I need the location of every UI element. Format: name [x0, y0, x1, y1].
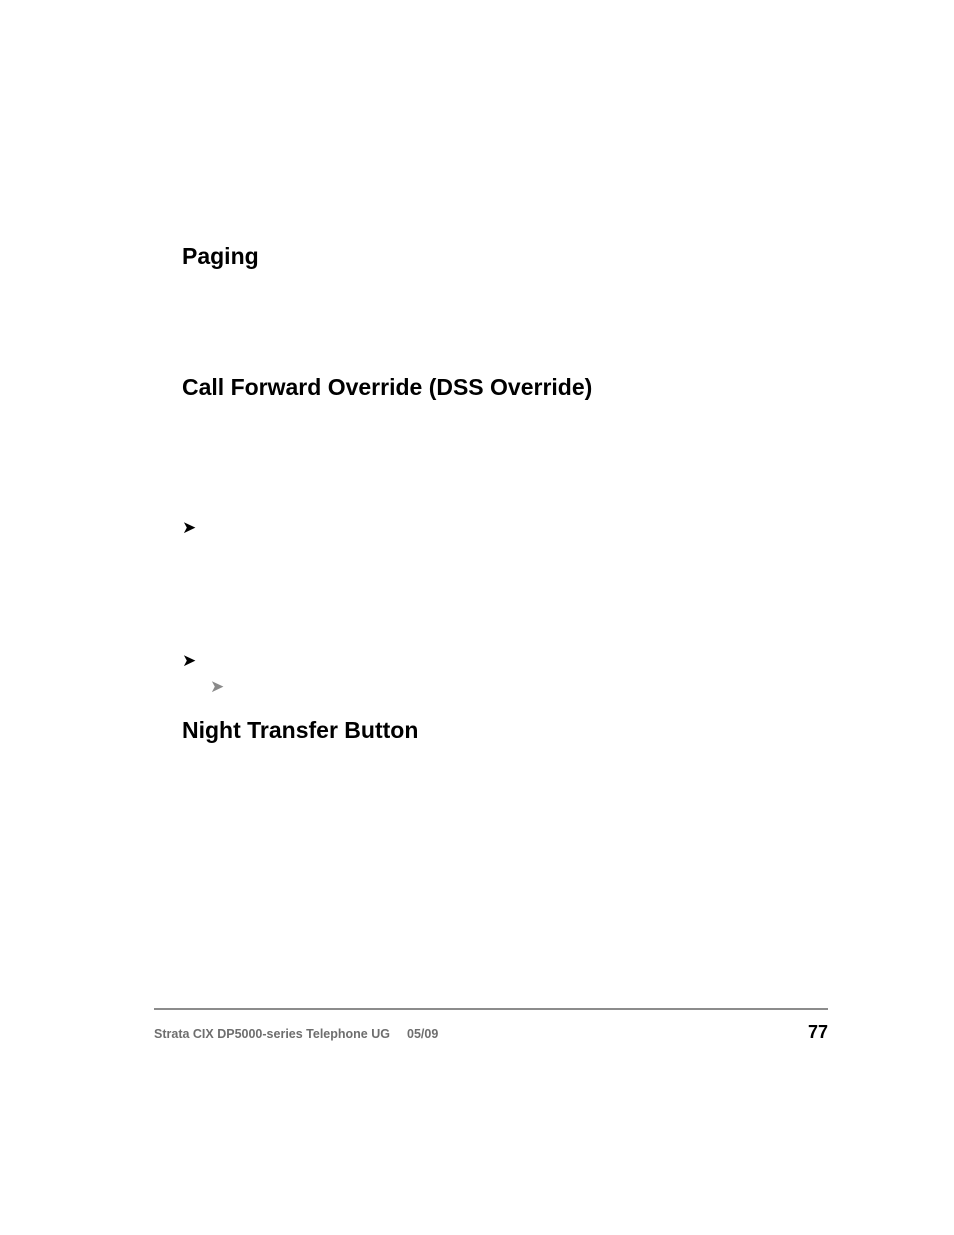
step-arrow-icon: ➤	[182, 651, 197, 671]
section-heading-night-transfer-button: Night Transfer Button	[182, 717, 419, 743]
footer-divider	[154, 1008, 828, 1010]
step-arrow-icon: ➤	[182, 518, 197, 538]
footer-document-title: Strata CIX DP5000-series Telephone UG	[154, 1027, 390, 1041]
section-heading-call-forward-override: Call Forward Override (DSS Override)	[182, 374, 593, 400]
page-number: 77	[807, 1022, 828, 1042]
section-heading-paging: Paging	[182, 243, 259, 269]
footer-date: 05/09	[407, 1027, 439, 1041]
sub-step-arrow-icon: ➤	[210, 677, 225, 697]
